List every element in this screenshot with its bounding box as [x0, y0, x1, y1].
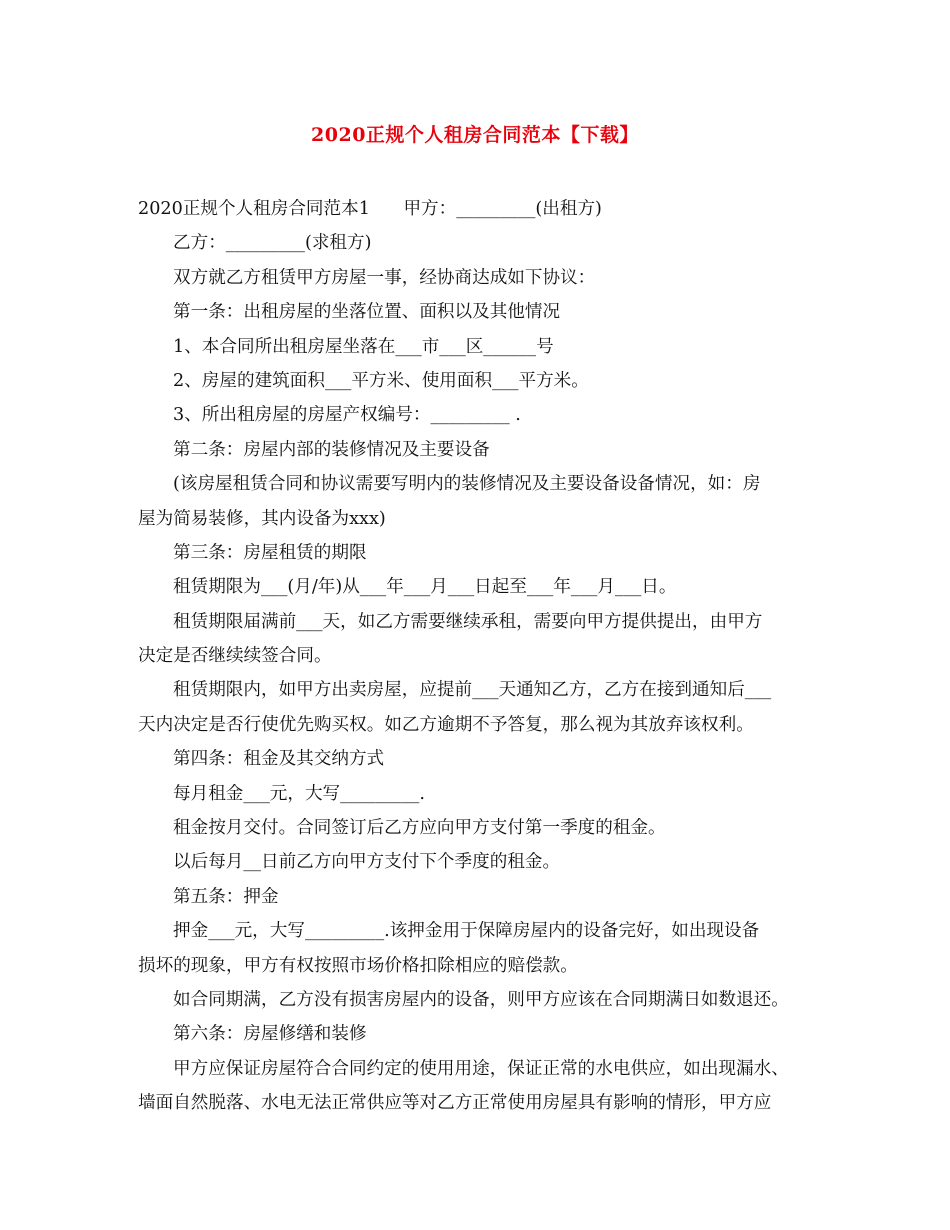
paragraph-line: 第一条：出租房屋的坐落位置、面积以及其他情况 — [173, 302, 561, 323]
paragraph-line: 2、房屋的建筑面积___平方米、使用面积___平方米。 — [173, 370, 589, 391]
paragraph-line: 第五条：押金 — [173, 886, 279, 907]
paragraph-line: 乙方：_________(求租方) — [173, 233, 372, 254]
paragraph-line: 押金___元，大写_________.该押金用于保障房屋内的设备完好，如出现设备 — [173, 921, 760, 942]
paragraph-line: 第六条：房屋修缮和装修 — [173, 1024, 367, 1045]
paragraph-line: 租赁期限为___(月/年)从___年___月___日起至___年___月___日。 — [173, 577, 677, 598]
paragraph-line: 损坏的现象，甲方有权按照市场价格扣除相应的赔偿款。 — [138, 955, 578, 976]
paragraph-line: 租金按月交付。合同签订后乙方应向甲方支付第一季度的租金。 — [173, 818, 666, 839]
paragraph-line: 1、本合同所出租房屋坐落在___市___区______号 — [173, 336, 554, 357]
paragraph-line: 第三条：房屋租赁的期限 — [173, 542, 367, 563]
paragraph-line: 以后每月__日前乙方向甲方支付下个季度的租金。 — [173, 852, 561, 873]
paragraph-line: 墙面自然脱落、水电无法正常供应等对乙方正常使用房屋具有影响的情形，甲方应 — [138, 1093, 772, 1114]
paragraph-line: 屋为简易装修，其内设备为xxx) — [138, 508, 386, 529]
paragraph-line: 租赁期限届满前___天，如乙方需要继续承租，需要向甲方提供提出，由甲方 — [173, 611, 763, 632]
paragraph-line: 双方就乙方租赁甲方房屋一事，经协商达成如下协议： — [173, 267, 596, 288]
paragraph-line: 第四条：租金及其交纳方式 — [173, 749, 385, 770]
paragraph-line: (该房屋租赁合同和协议需要写明内的装修情况及主要设备设备情况，如：房 — [173, 474, 761, 495]
paragraph-line: 决定是否继续续签合同。 — [138, 646, 332, 667]
document-title: 2020正规个人租房合同范本【下载】 — [311, 124, 639, 146]
document-body — [138, 192, 828, 1121]
paragraph-line: 甲方应保证房屋符合合同约定的使用用途，保证正常的水电供应，如出现漏水、 — [173, 1058, 789, 1079]
paragraph-line: 第二条：房屋内部的装修情况及主要设备 — [173, 439, 490, 460]
paragraph-line: 租赁期限内，如甲方出卖房屋，应提前___天通知乙方，乙方在接到通知后___ — [173, 680, 772, 701]
paragraph-line: 天内决定是否行使优先购买权。如乙方逾期不予答复，那么视为其放弃该权利。 — [138, 714, 754, 735]
paragraph-line: 如合同期满，乙方没有损害房屋内的设备，则甲方应该在合同期满日如数退还。 — [173, 989, 789, 1010]
paragraph-line: 3、所出租房屋的房屋产权编号：_________ . — [173, 405, 521, 426]
paragraph-line: 2020正规个人租房合同范本1 甲方：_________(出租方) — [138, 199, 602, 219]
paragraph-line: 每月租金___元，大写_________. — [173, 783, 425, 804]
